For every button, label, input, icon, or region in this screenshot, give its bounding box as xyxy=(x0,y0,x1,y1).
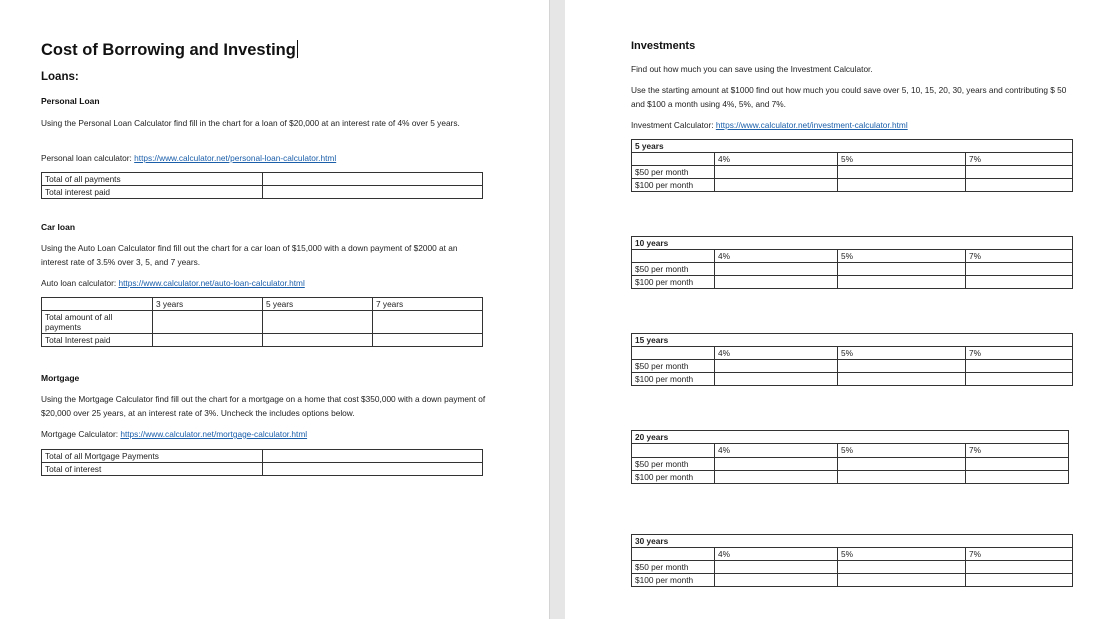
row-label: $100 per month xyxy=(632,276,715,289)
column-header: 5 years xyxy=(263,298,373,311)
answer-cell[interactable] xyxy=(966,458,1069,471)
text-cursor xyxy=(297,40,298,58)
rate-header: 4% xyxy=(715,347,838,360)
table-title-row xyxy=(632,535,1073,548)
answer-cell[interactable] xyxy=(715,373,838,386)
answer-cell[interactable] xyxy=(715,561,838,574)
personal-loan-calculator-line: Personal loan calculator: https://www.calculator.net/personal-loan-calculator.html xyxy=(41,153,337,163)
car-loan-instruction: Using the Auto Loan Calculator find fill out the chart for a car loan of $15,000 with a down payment of $2000 at an interest rate of 3.5% over 3, 5, and 7 years. xyxy=(41,243,458,267)
answer-cell[interactable] xyxy=(966,471,1069,484)
table-row xyxy=(632,179,1073,192)
year-header: 20 years xyxy=(632,431,1069,444)
investment-table-5-years xyxy=(631,139,1073,192)
rate-header: 4% xyxy=(715,153,838,166)
document-title[interactable]: Cost of Borrowing and Investing xyxy=(41,41,296,59)
row-label: $100 per month xyxy=(632,574,715,587)
table-title-row xyxy=(632,140,1073,153)
table-row xyxy=(632,276,1073,289)
table-row xyxy=(632,561,1073,574)
answer-cell[interactable] xyxy=(966,561,1073,574)
row-label: Total amount of all payments xyxy=(42,311,153,334)
table-row xyxy=(632,471,1069,484)
mortgage-table xyxy=(41,449,483,476)
auto-loan-calculator-link[interactable]: https://www.calculator.net/auto-loan-calculator.html xyxy=(118,278,305,288)
investments-intro: Find out how much you can save using the Investment Calculator. xyxy=(631,64,873,74)
row-label: $100 per month xyxy=(632,179,715,192)
table-row xyxy=(632,263,1073,276)
answer-cell[interactable] xyxy=(373,334,483,347)
answer-cell[interactable] xyxy=(153,311,263,334)
investments-heading: Investments xyxy=(631,40,696,52)
personal-loan-table xyxy=(41,172,483,199)
rate-header: 7% xyxy=(966,347,1073,360)
column-header: 3 years xyxy=(153,298,263,311)
answer-cell[interactable] xyxy=(838,561,966,574)
mortgage-heading: Mortgage xyxy=(41,373,80,383)
personal-loan-calculator-link[interactable]: https://www.calculator.net/personal-loan-calculator.html xyxy=(134,153,337,163)
row-label: $50 per month xyxy=(632,263,715,276)
answer-cell[interactable] xyxy=(373,311,483,334)
answer-cell[interactable] xyxy=(838,166,966,179)
answer-cell[interactable] xyxy=(715,276,838,289)
table-header-row xyxy=(632,548,1073,561)
answer-cell[interactable] xyxy=(838,574,966,587)
rate-header: 5% xyxy=(838,153,966,166)
answer-cell[interactable] xyxy=(838,471,966,484)
rate-header: 5% xyxy=(838,347,966,360)
table-title-row xyxy=(632,237,1073,250)
car-loan-calculator-line: Auto loan calculator: https://www.calculator.net/auto-loan-calculator.html xyxy=(41,278,305,288)
table-row xyxy=(632,373,1073,386)
left-page xyxy=(0,0,549,619)
table-row xyxy=(632,458,1069,471)
answer-cell[interactable] xyxy=(715,471,838,484)
table-title-row xyxy=(632,431,1069,444)
mortgage-calculator-link[interactable]: https://www.calculator.net/mortgage-calculator.html xyxy=(120,429,308,439)
investments-instruction: Use the starting amount at $1000 find out how much you could save over 5, 10, 15, 20, 30, years and contributing $ 50 and $100 a month using 4%, 5%, and 7%. xyxy=(631,85,1067,109)
answer-cell[interactable] xyxy=(153,334,263,347)
rate-header: 5% xyxy=(838,250,966,263)
row-label: Total interest paid xyxy=(42,186,263,199)
answer-cell[interactable] xyxy=(263,334,373,347)
table-row xyxy=(42,450,483,463)
answer-cell[interactable] xyxy=(966,574,1073,587)
car-loan-table xyxy=(41,297,483,347)
table-row xyxy=(42,173,483,186)
rate-header: 7% xyxy=(966,250,1073,263)
rate-header: 7% xyxy=(966,548,1073,561)
answer-cell[interactable] xyxy=(263,311,373,334)
investment-calculator-line: Investment Calculator: https://www.calculator.net/investment-calculator.html xyxy=(631,120,908,130)
row-label: $50 per month xyxy=(632,360,715,373)
table-header-row xyxy=(632,250,1073,263)
row-label: Total of all Mortgage Payments xyxy=(42,450,263,463)
answer-cell[interactable] xyxy=(715,360,838,373)
table-row xyxy=(42,186,483,199)
table-row xyxy=(632,574,1073,587)
investment-table-20-years xyxy=(631,430,1069,484)
year-header: 30 years xyxy=(632,535,1073,548)
row-label: Total of all payments xyxy=(42,173,263,186)
table-title-row xyxy=(632,334,1073,347)
row-label: $100 per month xyxy=(632,471,715,484)
answer-cell[interactable] xyxy=(838,179,966,192)
answer-cell[interactable] xyxy=(966,360,1073,373)
answer-cell[interactable] xyxy=(838,458,966,471)
year-header: 5 years xyxy=(632,140,1073,153)
row-label: Total of interest xyxy=(42,463,263,476)
car-loan-heading: Car loan xyxy=(41,222,76,232)
answer-cell[interactable] xyxy=(715,458,838,471)
table-row xyxy=(42,463,483,476)
answer-cell[interactable] xyxy=(715,179,838,192)
table-row xyxy=(42,334,483,347)
personal-loan-heading: Personal Loan xyxy=(41,96,100,106)
mortgage-calculator-line: Mortgage Calculator: https://www.calculator.net/mortgage-calculator.html xyxy=(41,429,308,439)
answer-cell[interactable] xyxy=(263,186,483,199)
answer-cell[interactable] xyxy=(263,173,483,186)
rate-header: 4% xyxy=(715,250,838,263)
answer-cell[interactable] xyxy=(966,373,1073,386)
loans-heading: Loans: xyxy=(41,71,79,83)
answer-cell[interactable] xyxy=(263,463,483,476)
answer-cell[interactable] xyxy=(966,166,1073,179)
answer-cell[interactable] xyxy=(966,179,1073,192)
answer-cell[interactable] xyxy=(715,263,838,276)
table-header-row xyxy=(632,444,1069,458)
year-header: 15 years xyxy=(632,334,1073,347)
table-header-row xyxy=(632,347,1073,360)
table-row xyxy=(42,311,483,334)
column-header: 7 years xyxy=(373,298,483,311)
page-gutter xyxy=(549,0,566,619)
answer-cell[interactable] xyxy=(838,360,966,373)
investment-table-30-years xyxy=(631,534,1073,587)
row-label: $50 per month xyxy=(632,458,715,471)
rate-header: 4% xyxy=(715,548,838,561)
year-header: 10 years xyxy=(632,237,1073,250)
table-header-row xyxy=(42,298,483,311)
rate-header: 5% xyxy=(838,444,966,458)
rate-header: 5% xyxy=(838,548,966,561)
investment-table-15-years xyxy=(631,333,1073,386)
row-label: $50 per month xyxy=(632,166,715,179)
table-row xyxy=(632,166,1073,179)
investment-calculator-link[interactable]: https://www.calculator.net/investment-calculator.html xyxy=(715,120,908,130)
row-label: Total Interest paid xyxy=(42,334,153,347)
answer-cell[interactable] xyxy=(838,263,966,276)
answer-cell[interactable] xyxy=(966,276,1073,289)
table-row xyxy=(632,360,1073,373)
answer-cell[interactable] xyxy=(838,276,966,289)
answer-cell[interactable] xyxy=(715,574,838,587)
mortgage-instruction: Using the Mortgage Calculator find fill out the chart for a mortgage on a home that cost $350,000 with a down payment of $20,000 over 25 years, at an interest rate of 3%. Uncheck the includes options below. xyxy=(41,394,486,418)
rate-header: 7% xyxy=(966,444,1069,458)
answer-cell[interactable] xyxy=(263,450,483,463)
answer-cell[interactable] xyxy=(715,166,838,179)
table-header-row xyxy=(632,153,1073,166)
right-page xyxy=(565,0,1111,619)
investment-table-10-years xyxy=(631,236,1073,289)
row-label: $50 per month xyxy=(632,561,715,574)
personal-loan-instruction: Using the Personal Loan Calculator find fill in the chart for a loan of $20,000 at an interest rate of 4% over 5 years. xyxy=(41,118,460,128)
rate-header: 4% xyxy=(715,444,838,458)
row-label: $100 per month xyxy=(632,373,715,386)
rate-header: 7% xyxy=(966,153,1073,166)
answer-cell[interactable] xyxy=(838,373,966,386)
answer-cell[interactable] xyxy=(966,263,1073,276)
